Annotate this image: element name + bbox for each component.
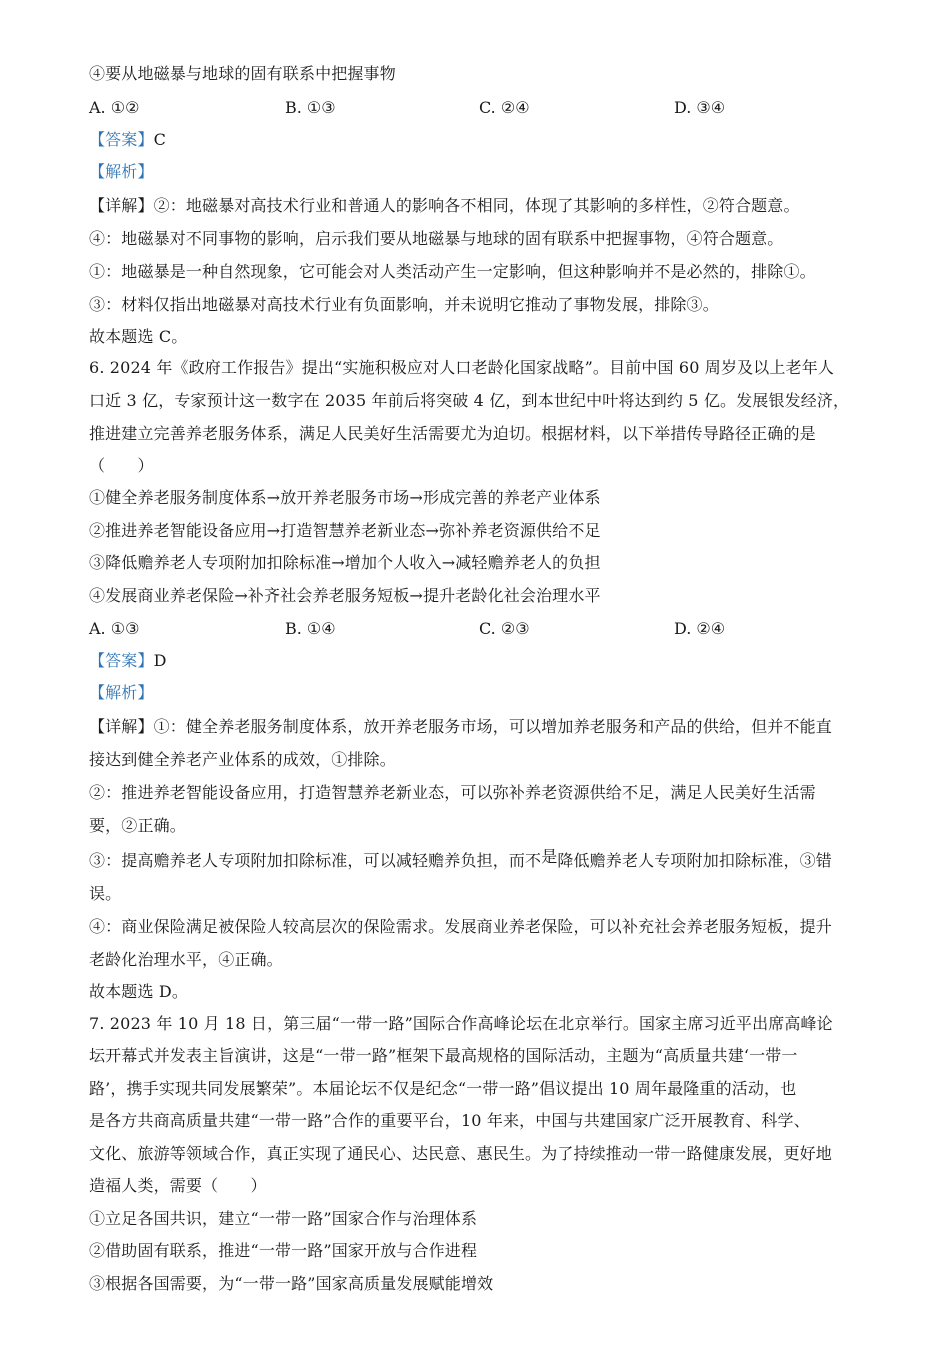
q7-stem-line: 7. 2023 年 10 月 18 日，第三届“一带一路”国际合作高峰论坛在北京举行。国家主席习近平出席高峰论 xyxy=(89,1014,833,1033)
q6-option-d: D. ②④ xyxy=(674,619,726,638)
q7-item-1: ①立足各国共识，建立“一带一路”国家合作与治理体系 xyxy=(89,1209,478,1228)
q6-stem-line: 推进建立完善养老服务体系，满足人民美好生活需要尤为迫切。根据材料，以下举措传导路径正确的是 xyxy=(89,424,816,443)
q6-item-4: ④发展商业养老保险→补齐社会养老服务短板→提升老龄化社会治理水平 xyxy=(89,586,601,605)
q6-detail-line: 【详解】①：健全养老服务制度体系，放开养老服务市场，可以增加养老服务和产品的供给，但并不能直 xyxy=(89,717,832,736)
q6-analysis-tag: 【解析】 xyxy=(89,683,154,702)
q6-option-b: B. ①④ xyxy=(285,619,336,638)
answer-value: D xyxy=(153,651,167,670)
q7-stem-line: 造福人类，需要（ ） xyxy=(89,1176,267,1195)
q5-option-c: C. ②④ xyxy=(479,98,530,117)
q6-stem-line: 口近 3 亿，专家预计这一数字在 2035 年前后将突破 4 亿，到本世纪中叶将达到约 5 亿。发展银发经济， xyxy=(89,391,850,410)
q5-option-a: A. ①② xyxy=(89,98,140,117)
q6-option-a: A. ①③ xyxy=(89,619,140,638)
detail-text: ③：提高赡养老人专项附加扣除标准，可以减轻赡养负担，而不 xyxy=(89,851,542,870)
q6-detail-line: ④：商业保险满足被保险人较高层次的保险需求。发展商业养老保险，可以补充社会养老服务短板，提升 xyxy=(89,917,832,936)
q6-answer-blank: （ ） xyxy=(89,456,154,475)
q6-option-c: C. ②③ xyxy=(479,619,530,638)
detail-text: 是 xyxy=(541,847,558,866)
q5-detail-line: ①：地磁暴是一种自然现象，它可能会对人类活动产生一定影响，但这种影响并不是必然的，排除①。 xyxy=(89,262,816,281)
q6-item-2: ②推进养老智能设备应用→打造智慧养老新业态→弥补养老资源供给不足 xyxy=(89,521,601,540)
q5-item-4: ④要从地磁暴与地球的固有联系中把握事物 xyxy=(89,64,396,83)
q6-detail-line: 故本题选 D。 xyxy=(89,982,188,1001)
q6-detail-line: 误。 xyxy=(89,884,122,903)
q7-stem-line: 坛开幕式并发表主旨演讲，这是“一带一路”框架下最高规格的国际活动，主题为“高质量共建‘一带一 xyxy=(89,1046,798,1065)
q5-detail-line: 故本题选 C。 xyxy=(89,327,188,346)
q6-detail-line: 接达到健全养老产业体系的成效，①排除。 xyxy=(89,750,396,769)
q5-detail-line: 【详解】②：地磁暴对高技术行业和普通人的影响各不相同，体现了其影响的多样性，②符合题意。 xyxy=(89,196,800,215)
q7-item-3: ③根据各国需要，为“一带一路”国家高质量发展赋能增效 xyxy=(89,1274,494,1293)
q7-stem-line: 是各方共商高质量共建“一带一路”合作的重要平台，10 年来，中国与共建国家广泛开展教育、科学、 xyxy=(89,1111,810,1130)
q5-options xyxy=(89,98,869,118)
q6-item-1: ①健全养老服务制度体系→放开养老服务市场→形成完善的养老产业体系 xyxy=(89,488,601,507)
answer-value: C xyxy=(153,130,167,149)
q6-detail-line xyxy=(89,847,869,871)
q6-answer xyxy=(89,651,869,671)
answer-tag: 【答案】 xyxy=(89,130,154,149)
q6-item-3: ③降低赡养老人专项附加扣除标准→增加个人收入→减轻赡养老人的负担 xyxy=(89,553,601,572)
q5-detail-line: ④：地磁暴对不同事物的影响，启示我们要从地磁暴与地球的固有联系中把握事物，④符合题意。 xyxy=(89,229,784,248)
q6-detail-line: 老龄化治理水平，④正确。 xyxy=(89,950,283,969)
detail-text: 降低赡养老人专项附加扣除标准，③错 xyxy=(557,851,832,870)
q5-detail-line: ③：材料仅指出地磁暴对高技术行业有负面影响，并未说明它推动了事物发展，排除③。 xyxy=(89,295,719,314)
q5-answer xyxy=(89,130,869,150)
q6-options xyxy=(89,619,869,639)
q6-detail-line: ②：推进养老智能设备应用，打造智慧养老新业态，可以弥补养老资源供给不足，满足人民美好生活需 xyxy=(89,783,816,802)
q6-detail-line: 要，②正确。 xyxy=(89,816,186,835)
q5-analysis-tag: 【解析】 xyxy=(89,162,154,181)
q7-stem-line: 文化、旅游等领域合作，真正实现了通民心、达民意、惠民生。为了持续推动一带一路健康发展，更好地 xyxy=(89,1144,832,1163)
q6-stem-line: 6. 2024 年《政府工作报告》提出“实施积极应对人口老龄化国家战略”。目前中国 60 周岁及以上老年人 xyxy=(89,358,834,377)
answer-tag: 【答案】 xyxy=(89,651,154,670)
q7-item-2: ②借助固有联系，推进“一带一路”国家开放与合作进程 xyxy=(89,1241,478,1260)
q5-option-b: B. ①③ xyxy=(285,98,336,117)
q5-option-d: D. ③④ xyxy=(674,98,726,117)
q7-stem-line: 路’，携手实现共同发展繁荣”。本届论坛不仅是纪念“一带一路”倡议提出 10 周年最隆重的活动，也 xyxy=(89,1079,797,1098)
